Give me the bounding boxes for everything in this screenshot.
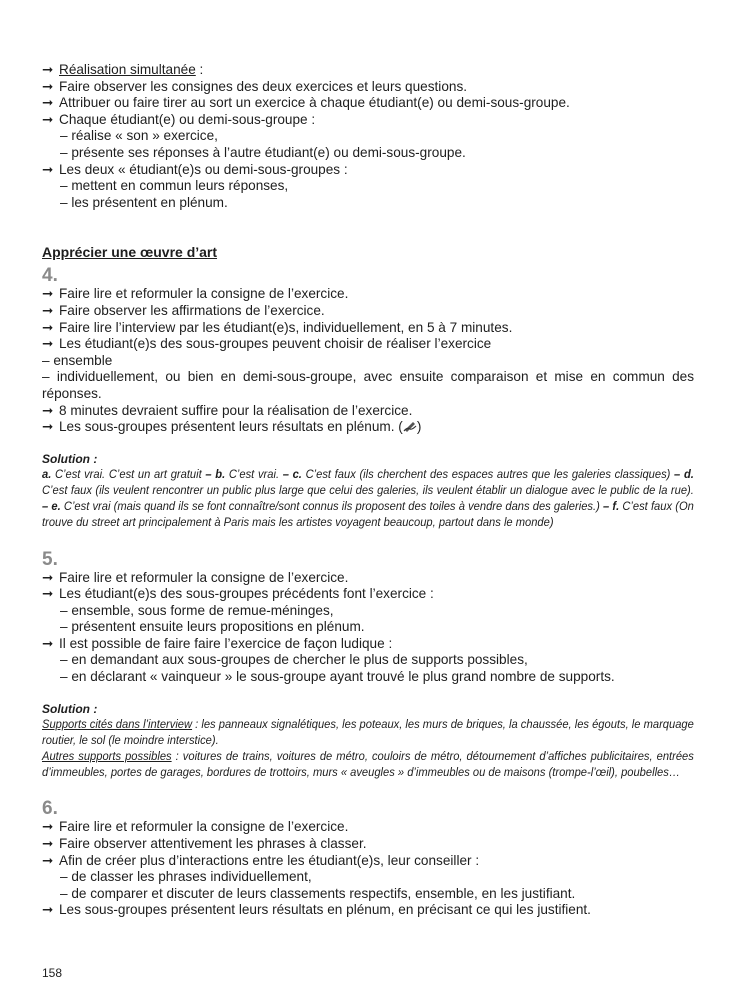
intro-line-6: – présente ses réponses à l’autre étudiant(e) ou demi-sous-groupe. [60, 144, 466, 160]
intro-line-3: ➞ Attribuer ou faire tirer au sort un exercice à chaque étudiant(e) ou demi-sous-groupe. [42, 95, 570, 111]
exercise-5-number: 5. [42, 548, 58, 570]
ex4-line-1: ➞ Faire lire et reformuler la consigne de l’exercice. [42, 286, 349, 302]
page-content [42, 62, 694, 919]
ex4-solution-title: Solution : [42, 451, 98, 466]
ex6-line-1: ➞ Faire lire et reformuler la consigne de l’exercice. [42, 819, 349, 835]
arrow-icon: ➞ [42, 161, 54, 177]
ex4-line-2: ➞ Faire observer les affirmations de l’exercice. [42, 302, 325, 318]
ex5-solution-title: Solution : [42, 701, 98, 716]
ex4-line-7: ➞ 8 minutes devraient suffire pour la réalisation de l’exercice. [42, 402, 413, 418]
intro-line-5: – réalise « son » exercice, [60, 128, 218, 144]
intro-line-2: ➞ Faire observer les consignes des deux exercices et leurs questions. [42, 78, 468, 94]
arrow-icon: ➞ [42, 586, 54, 602]
arrow-icon: ➞ [42, 902, 54, 918]
exercise-6-number: 6. [42, 798, 58, 820]
arrow-icon: ➞ [42, 111, 54, 127]
arrow-icon: ➞ [42, 569, 54, 585]
ex4-line-4: ➞ Les étudiant(e)s des sous-groupes peuvent choisir de réaliser l’exercice [42, 336, 492, 352]
ex5-line-3: – ensemble, sous forme de remue-méninges, [60, 602, 334, 618]
ex5-solution-text-1: Supports cités dans l’interview : les panneaux signalétiques, les poteaux, les murs de briques, la chaussée, les égouts, le marquage routier, le sol (le moindre interstice). [42, 718, 694, 747]
arrow-icon: ➞ [42, 286, 54, 302]
page-number: 158 [42, 966, 63, 980]
intro-line-8: – mettent en commun leurs réponses, [60, 178, 289, 194]
ex5-line-2: ➞ Les étudiant(e)s des sous-groupes précédents font l’exercice : [42, 586, 434, 602]
arrow-icon: ➞ [42, 819, 54, 835]
ex5-line-6: – en demandant aux sous-groupes de chercher le plus de supports possibles, [60, 652, 528, 668]
arrow-icon: ➞ [42, 635, 54, 651]
ex6-line-3: ➞ Afin de créer plus d’interactions entre les étudiant(e)s, leur conseiller : [42, 852, 480, 868]
arrow-icon: ➞ [42, 302, 54, 318]
ex5-line-7: – en déclarant « vainqueur » le sous-groupe ayant trouvé le plus grand nombre de supports. [60, 669, 615, 685]
pencil-writing-icon [403, 420, 417, 432]
arrow-icon: ➞ [42, 319, 54, 335]
intro-line-7: ➞ Les deux « étudiant(e)s ou demi-sous-groupes : [42, 161, 348, 177]
ex4-line-6: – individuellement, ou bien en demi-sous-groupe, avec ensuite comparaison et mise en commun des réponses. [42, 369, 694, 401]
ex4-solution-text: a. C’est vrai. C’est un art gratuit – b. C’est vrai. – c. C’est faux (ils cherchent des espaces autres que les galeries classiques) – d. C’est faux (ils veulent rencontrer un public plus large que celui des galeries, ils veulent établir un dialogue avec le public de la rue). – e. C’est vrai (mais quand ils se font connaître/sont connus ils proposent des toiles à vendre dans des galeries.) – f. C’est faux (On trouve du street art principalement à Paris mais les artistes voyagent beaucoup, partout dans le monde) [42, 468, 694, 530]
ex4-line-8: ➞ Les sous-groupes présentent leurs résultats en plénum. ( ) [42, 419, 422, 435]
ex4-line-3: ➞ Faire lire l’interview par les étudiant(e)s, individuellement, en 5 à 7 minutes. [42, 319, 513, 335]
section-title: Apprécier une œuvre d’art [42, 244, 218, 261]
arrow-icon: ➞ [42, 95, 54, 111]
arrow-icon: ➞ [42, 336, 54, 352]
ex6-line-6: ➞ Les sous-groupes présentent leurs résultats en plénum, en précisant ce qui les justifient. [42, 902, 591, 918]
ex6-line-5: – de comparer et discuter de leurs classements respectifs, ensemble, en les justifiant. [60, 885, 576, 901]
arrow-icon: ➞ [42, 62, 54, 77]
arrow-icon: ➞ [42, 419, 54, 435]
ex5-line-1: ➞ Faire lire et reformuler la consigne de l’exercice. [42, 569, 349, 585]
arrow-icon: ➞ [42, 852, 54, 868]
ex4-line-5: – ensemble [42, 352, 113, 368]
intro-line-9: – les présentent en plénum. [60, 194, 228, 210]
ex5-line-5: ➞ Il est possible de faire faire l’exercice de façon ludique : [42, 635, 393, 651]
exercise-4-number: 4. [42, 265, 58, 287]
arrow-icon: ➞ [42, 402, 54, 418]
ex6-line-2: ➞ Faire observer attentivement les phrases à classer. [42, 836, 367, 852]
intro-line-4: ➞ Chaque étudiant(e) ou demi-sous-groupe : [42, 111, 316, 127]
intro-line-1: ➞ Réalisation simultanée : [42, 62, 204, 77]
ex5-line-4: – présentent ensuite leurs propositions en plénum. [60, 619, 365, 635]
ex6-line-4: – de classer les phrases individuellement, [60, 869, 312, 885]
arrow-icon: ➞ [42, 836, 54, 852]
arrow-icon: ➞ [42, 78, 54, 94]
ex5-solution-text-2: Autres supports possibles : voitures de trains, voitures de métro, couloirs de métro, détournement d’affiches publicitaires, entrées d’immeubles, portes de garages, bordures de trottoirs, murs « aveugles » d’immeubles ou de maisons (trompe-l’œil), poubelles… [42, 751, 694, 780]
